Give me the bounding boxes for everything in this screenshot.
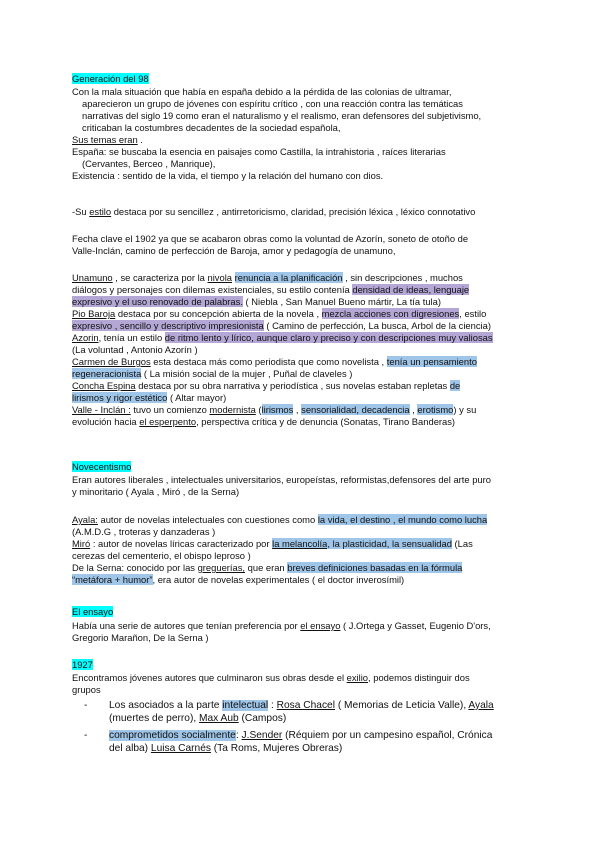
serna-line-1: De la Serna: conocido por las greguerías, que eran breves definiciones basadas en la fórmula — [72, 562, 463, 573]
unamuno-line-1: Unamuno , se caracteriza por la nivola renuncia a la planificación , sin descripciones , muchos — [72, 272, 463, 283]
highlight: tenía un pensamiento — [386, 356, 477, 367]
unamuno-name: Unamuno — [72, 272, 113, 283]
espina-line-2: lirismos y rigor estético ( Altar mayor) — [72, 392, 227, 403]
g1927-heading — [72, 659, 542, 671]
greguerias-term: greguerías, — [197, 562, 246, 573]
author-name: J.Sender — [241, 730, 283, 741]
highlight: comprometidos socialmente — [109, 730, 236, 741]
ensayo-term: el ensayo — [300, 620, 341, 631]
esperpento-term: el esperpento — [139, 416, 197, 427]
espana-line: España: se buscaba la esencia en paisajes como Castilla, la intrahistoria , raíces literarias — [72, 146, 446, 157]
author-name: Rosa Chacel — [276, 700, 335, 711]
espina-line-1: Concha Espina destaca por su obra narrativa y periodística , sus novelas estaban repletas de — [72, 380, 461, 391]
highlight: de ritmo lento y lírico, aunque claro y preciso y con descripciones muy valiosas — [164, 332, 493, 343]
highlight: “metáfora + humor” — [72, 574, 153, 585]
valle-name: Valle - Inclán : — [72, 404, 131, 415]
intro-line: aparecieron un grupo de jóvenes con espíritu crítico , con una reacción contra las temáticas — [82, 98, 463, 109]
serna-line-2: “metáfora + humor”, era autor de novelas experimentales ( el doctor inverosímil) — [72, 574, 405, 585]
temas-line: Sus temas eran . — [72, 134, 143, 145]
highlight: densidad de ideas, lenguaje — [352, 284, 470, 295]
espina-name: Concha Espina — [72, 380, 136, 391]
ayala-line-2: (A.M.D.G , troteras y danzaderas ) — [72, 526, 216, 537]
authors-98 — [72, 272, 542, 428]
azorin-line-2: (La voluntad , Antonio Azorín ) — [72, 344, 198, 355]
baroja-line-1: Pio Baroja destaca por su concepción abierta de la novela , mezcla acciones con digresiones, estilo — [72, 308, 487, 319]
existencia-line: Existencia : sentido de la vida, el tiempo y la relación del humano con dios. — [72, 170, 384, 181]
highlight: breves definiciones basadas en la fórmula — [287, 562, 463, 573]
nivola-term: nivola — [207, 272, 232, 283]
highlight: expresivo y el uso renovado de palabras. — [72, 296, 243, 307]
author-name: Max Aub — [199, 713, 239, 724]
highlight: regeneracionista — [72, 368, 142, 379]
miro-line-2: cerezas del cementerio, el obispo leproso ) — [72, 550, 251, 561]
burgos-line-1: Carmen de Burgos esta destaca más como periodista que como novelista , tenía un pensamiento — [72, 356, 477, 367]
ensayo-heading — [72, 606, 542, 618]
highlight: intelectual — [222, 700, 269, 711]
azorin-line-1: Azorin, tenía un estilo de ritmo lento y lírico, aunque claro y preciso y con descripciones muy valiosas — [72, 332, 493, 343]
estilo-paragraph: -Su estilo destaca por su sencillez , antirretoricismo, claridad, precisión léxica , léxico connotativo — [72, 206, 476, 217]
novecentismo-heading-text: Novecentismo — [72, 461, 132, 472]
estilo-word: estilo — [89, 206, 112, 217]
unamuno-line-3: expresivo y el uso renovado de palabras. ( Niebla , San Manuel Bueno mártir, La tía tula) — [72, 296, 441, 307]
g1927-intro: Encontramos jóvenes autores que culminaron sus obras desde el exilio, podemos distinguir dos grupos — [72, 672, 470, 695]
unamuno-line-2: diálogos y personajes con dilemas existenciales, su estilo contenía densidad de ideas, lenguaje — [72, 284, 470, 295]
espana-line-2: (Cervantes, Berceo , Manrique), — [82, 158, 216, 169]
novecentismo-intro: Eran autores liberales , intelectuales universitarios, europeístas, reformistas,defensores del arte puro y minoritario ( Ayala , Miró , de la Serna) — [72, 474, 491, 497]
authors-novecentismo — [72, 514, 542, 586]
highlight: la plasticidad, la sensualidad — [332, 538, 452, 549]
highlight: sensorialidad, decadencia — [301, 404, 410, 415]
ensayo-paragraph: Había una serie de autores que tenían preferencia por el ensayo ( J.Ortega y Gasset, Eugenio D'ors, Gregorio Marañon, De la Serna ) — [72, 620, 491, 643]
highlight: expresivo , sencillo y descriptivo impresionista — [72, 320, 264, 331]
valle-line-1: Valle - Inclán : tuvo un comienzo modernista (lirismos , sensorialidad, decadencia , erotismo) y su — [72, 404, 477, 415]
fecha-paragraph: Fecha clave el 1902 ya que se acabaron obras como la voluntad de Azorín, soneto de otoño de Valle-Inclán, camino de perfección de Baroja, amor y pedagogía de unamuno, — [72, 233, 469, 256]
valle-line-2: evolución hacia el esperpento, perspectiva crítica y de denuncia (Sonatas, Tirano Banderas) — [72, 416, 456, 427]
highlight: lirismos y rigor estético — [72, 392, 168, 403]
author-name: Luisa Carnés — [150, 743, 211, 754]
highlight: mezcla acciones con digresiones — [321, 308, 460, 319]
exilio-term: exilio — [346, 672, 369, 683]
novecentismo-heading — [72, 461, 542, 473]
g98-intro — [72, 86, 542, 182]
miro-name: Miró — [72, 538, 91, 549]
highlight: la melancolía — [272, 538, 328, 549]
azorin-name: Azorin — [72, 332, 99, 343]
highlight: la vida, el destino , el mundo como lucha — [317, 514, 488, 525]
list-dash: - — [84, 730, 88, 741]
list-dash: - — [84, 700, 88, 711]
baroja-name: Pio Baroja — [72, 308, 116, 319]
highlight: renuncia a la planificación — [234, 272, 343, 283]
temas-label: Sus temas eran — [72, 134, 138, 145]
modernista-term: modernista — [209, 404, 256, 415]
author-name: Ayala — [468, 700, 494, 711]
highlight: de — [449, 380, 461, 391]
g98-heading — [72, 73, 542, 85]
miro-line-1: Miró : autor de novelas líricas caracterizado por la melancolía, la plasticidad, la sensualidad (Las — [72, 538, 473, 549]
ensayo-heading-text: El ensayo — [72, 606, 114, 617]
intro-line: Con la mala situación que había en españa debido a la pérdida de las colonias de ultramar, — [72, 86, 452, 97]
intro-line: narrativas del siglo 19 como eran el naturalismo y el realismo, eran defensores del subjetivismo, — [82, 110, 482, 121]
burgos-name: Carmen de Burgos — [72, 356, 151, 367]
g98-heading-text: Generación del 98 — [72, 73, 149, 84]
intro-line: criticaban la costumbres decadentes de la sociedad española, — [82, 122, 341, 133]
ayala-name: Ayala: — [72, 514, 98, 525]
highlight: erotismo — [417, 404, 454, 415]
baroja-line-2: expresivo , sencillo y descriptivo impresionista ( Camino de perfección, La busca, Arbol de la ciencia) — [72, 320, 491, 331]
ayala-line-1: Ayala: autor de novelas intelectuales con cuestiones como la vida, el destino , el mundo como lucha — [72, 514, 488, 525]
burgos-line-2: regeneracionista ( La misión social de la mujer , Puñal de claveles ) — [72, 368, 353, 379]
highlight: lirismos — [261, 404, 294, 415]
document-page: Generación del 98 Con la mala situación que había en españa debido a la pérdida de las colonias de ultramar, aparecieron un grupo de jóvenes con espíritu crítico , con una reacción contra las temáticas narrativas del siglo 19 como eran el naturalismo y el realismo, eran defensores del subjetivismo, criticaban la costumbres decadentes de la sociedad española, Sus temas eran . España: se buscaba la esencia en paisajes como Castilla, la intrahistoria , raíces literarias (Cervantes, Berceo , Manrique), Existencia : sentido de la vida, el tiempo y la relación del humano con dios. -Su estilo destaca por su sencillez , antirretoricismo, claridad, precisión léxica , léxico connotativo Fecha clave el 1902 ya que se acabaron obras como la voluntad de Azorín, soneto de otoño de Valle-Inclán, camino de perfección de Baroja, amor y pedagogía de unamuno, Unamuno , se caracteriza por la nivola renuncia a la planificación , sin descripciones , muchos diálogos y personajes con dilemas existenciales, su estilo contenía densidad de ideas, lenguaje expresivo y el uso renovado de palabras. ( Niebla , San Manuel Bueno mártir, La tía tula) Pio Baroja destaca por su concepción abierta de la novela , mezcla acciones con digresiones, estilo expresivo , sencillo y descriptivo impresionista ( Camino de perfección, La busca, Arbol de la ciencia) Azorin, tenía un estilo de ritmo lento y lírico, aunque claro y preciso y con descripciones muy valiosas (La voluntad , Antonio Azorín ) Carmen de Burgos esta destaca más como periodista que como novelista , tenía un pensamiento regeneracionista ( La misión social de la mujer , Puñal de claveles ) Concha Espina destaca por su obra narrativa y periodística , sus novelas estaban repletas de lirismos y rigor estético ( Altar mayor) Valle - Inclán : tuvo un comienzo modernista (lirismos , sensorialidad, decadencia , erotismo) y su evolución hacia el esperpento, perspectiva crítica y de denuncia (Sonatas, Tirano Banderas) Novecentismo Eran autores liberales , intelectuales universitarios, europeístas, reformistas,defensores del arte puro y minoritario ( Ayala , Miró , de la Serna) Ayala: autor de novelas intelectuales con cuestiones como la vida, el destino , el mundo como lucha (A.M.D.G , troteras y danzaderas ) Miró : autor de novelas líricas caracterizado por la melancolía, la plasticidad, la sensualidad (Las cerezas del cementerio, el obispo leproso ) De la Serna: conocido por las greguerías, que eran breves definiciones basadas en la fórmula “metáfora + humor”, era autor de novelas experimentales ( el doctor inverosímil) El ensayo Había una serie de autores que tenían preferencia por el ensayo ( J.Ortega y Gasset, Eugenio D'ors, Gregorio Marañon, De la Serna ) 1927 Encontramos jóvenes autores que culminaron sus obras desde el exilio, podemos distinguir dos grupos - Los asociados a la parte intelectual : Rosa Chacel ( Memorias de Leticia Valle), Ayala (muertes de perro), Max Aub (Campos) - comprometidos socialmente: J.Sender (Réquiem por un campesino español, Crónica del alba) Luisa Carnés (Ta Roms, Mujeres Obreras) — [0, 0, 600, 848]
g1927-heading-text: 1927 — [72, 659, 93, 670]
